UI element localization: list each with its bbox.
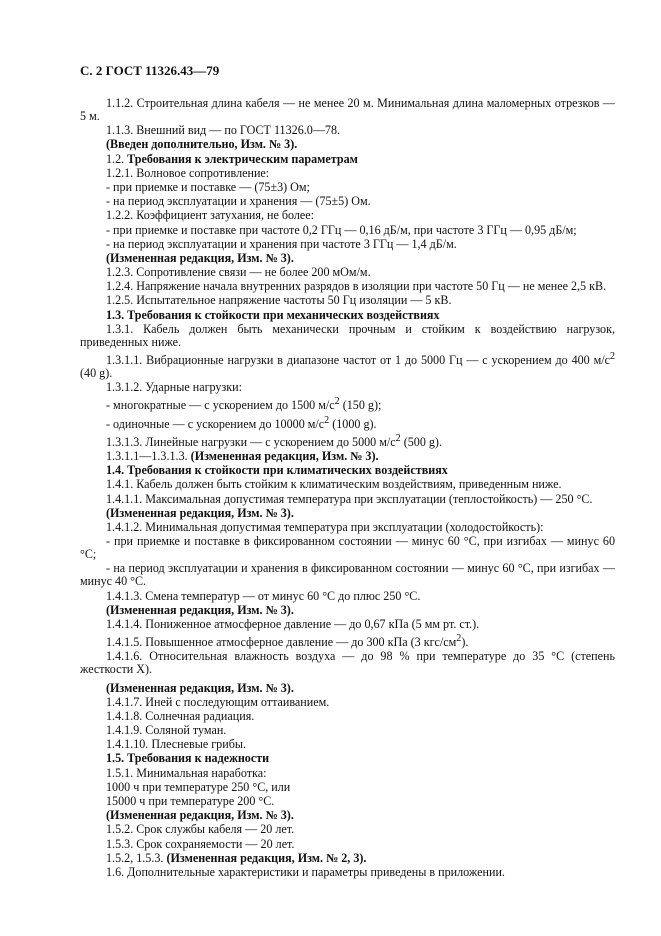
list-item-text: - многократные — с ускорением до 1500 м/с — [106, 398, 335, 413]
list-item: - при приемке и поставке — (75±3) Ом; — [106, 179, 310, 194]
paragraph-text: ). — [461, 635, 469, 650]
amendment-note: (Измененная редакция, Изм. № 3). — [106, 680, 294, 695]
page-header: С. 2 ГОСТ 11326.43—79 — [80, 63, 220, 78]
section-number: 1.2. — [106, 151, 125, 166]
paragraph: 1.4.1.7. Иней с последующим оттаиванием. — [106, 694, 330, 709]
list-item: - на период эксплуатации и хранения при частоте 3 ГГц — 1,4 дБ/м. — [106, 236, 457, 251]
list-item: - на период эксплуатации и хранения в фиксированном состоянии — минус 60 °С, при изгибах — минус 40 °С. — [80, 561, 615, 589]
list-item-text: (1000 g). — [329, 416, 377, 431]
paragraph: 1.3.1. Кабель должен быть механически прочным и стойким к воздействию нагрузок, приведенных ниже. — [80, 321, 615, 349]
paragraph: 1.5.1. Минимальная наработка: — [106, 765, 267, 780]
clause-range: 1.3.1.1—1.3.1.3. — [106, 449, 188, 464]
paragraph-text: (500 g). — [400, 434, 442, 449]
list-item: - на период эксплуатации и хранения — (75±5) Ом. — [106, 194, 371, 209]
amendment-text: (Измененная редакция, Изм. № 2, 3). — [166, 850, 367, 865]
paragraph: 1.2.1. Волновое сопротивление: — [106, 165, 270, 180]
superscript: 2 — [456, 633, 462, 645]
paragraph: 1.2.2. Коэффициент затухания, не более: — [106, 208, 315, 223]
superscript: 2 — [395, 432, 401, 444]
paragraph: 1.4.1.10. Плесневые грибы. — [106, 737, 247, 752]
list-item: - при приемке и поставке при частоте 0,2 ГГц — 0,16 дБ/м, при частоте 3 ГГц — 0,95 дБ/м; — [106, 222, 577, 237]
paragraph-text: (40 g). — [80, 366, 113, 381]
amendment-note: (Измененная редакция, Изм. № 3). — [106, 505, 294, 520]
paragraph — [80, 432, 615, 449]
section-heading — [80, 153, 615, 166]
paragraph: 1.2.4. Напряжение начала внутренних разрядов в изоляции при частоте 50 Гц — не менее 2,5 кВ. — [106, 279, 607, 294]
section-title: Требования к электрическим параметрам — [127, 151, 358, 166]
amendment-note — [80, 450, 615, 463]
amendment-note: (Введен дополнительно, Изм. № 3). — [106, 137, 298, 152]
paragraph: 1.4.1.6. Относительная влажность воздуха — до 98 % при температуре до 35 °С (степень жесткости X). — [80, 649, 615, 677]
paragraph: 1.1.2. Строительная длина кабеля — не менее 20 м. Минимальная длина маломерных отрезков — 5 м. — [80, 96, 615, 123]
list-item — [80, 414, 615, 431]
amendment-note — [80, 852, 615, 865]
paragraph: 1.4.1.8. Солнечная радиация. — [106, 708, 255, 723]
paragraph — [80, 632, 615, 649]
list-item-text: (150 g); — [339, 398, 382, 413]
paragraph: 1.4.1.9. Соляной туман. — [106, 723, 227, 738]
amendment-text: (Измененная редакция, Изм. № 3). — [190, 449, 379, 464]
paragraph: 1.6. Дополнительные характеристики и параметры приведены в приложении. — [106, 864, 505, 879]
amendment-note: (Измененная редакция, Изм. № 3). — [106, 250, 294, 265]
amendment-note: (Измененная редакция, Изм. № 3). — [106, 808, 294, 823]
amendment-note: (Измененная редакция, Изм. № 3). — [106, 602, 294, 617]
clause-range: 1.5.2, 1.5.3. — [106, 850, 164, 865]
section-heading: 1.3. Требования к стойкости при механических воздействиях — [106, 307, 440, 322]
list-item-text: - одиночные — с ускорением до 10000 м/с — [106, 416, 325, 431]
paragraph: 1.2.5. Испытательное напряжение частоты 50 Гц изоляции — 5 кВ. — [106, 293, 452, 308]
paragraph: 1.5.2. Срок службы кабеля — 20 лет. — [106, 822, 295, 837]
list-item — [80, 395, 615, 412]
document-body — [80, 97, 615, 880]
paragraph-text: 1.4.1.5. Повышенное атмосферное давление — до 300 кПа (3 кгс/см — [106, 635, 457, 650]
paragraph: 1.4.1.2. Минимальная допустимая температура при эксплуатации (холодостойкость): — [106, 520, 544, 534]
paragraph-text: 1.3.1.3. Линейные нагрузки — с ускорением до 5000 м/с — [106, 434, 396, 449]
paragraph: 1.2.3. Сопротивление связи — не более 200 мОм/м. — [106, 265, 371, 280]
section-heading: 1.4. Требования к стойкости при климатических воздействиях — [106, 463, 448, 478]
paragraph — [80, 350, 615, 380]
paragraph: 1000 ч при температуре 250 °С, или — [106, 779, 291, 794]
superscript: 2 — [334, 396, 340, 408]
paragraph: 1.4.1.4. Пониженное атмосферное давление — до 0,67 кПа (5 мм рт. ст.). — [106, 616, 480, 631]
superscript: 2 — [324, 414, 330, 426]
paragraph: 1.3.1.2. Ударные нагрузки: — [106, 380, 242, 395]
list-item: - при приемке и поставке в фиксированном состоянии — минус 60 °С, при изгибах — минус 60 °С; — [80, 534, 615, 562]
paragraph: 1.1.3. Внешний вид — по ГОСТ 11326.0—78. — [106, 123, 341, 138]
paragraph: 1.4.1.1. Максимальная допустимая температура при эксплуатации (теплостойкость) — 250 °С. — [106, 491, 593, 506]
section-heading: 1.5. Требования к надежности — [106, 751, 270, 766]
paragraph: 15000 ч при температуре 200 °С. — [106, 794, 275, 809]
paragraph: 1.5.3. Срок сохраняемости — 20 лет. — [106, 836, 295, 851]
paragraph: 1.4.1. Кабель должен быть стойким к климатическим воздействиям, приведенным ниже. — [106, 477, 562, 492]
superscript: 2 — [609, 351, 615, 362]
paragraph: 1.4.1.3. Смена температур — от минус 60 °С до плюс 250 °С. — [106, 588, 421, 603]
paragraph-text: 1.3.1.1. Вибрационные нагрузки в диапазоне частот от 1 до 5000 Гц — с ускорением до 400 м/с — [106, 353, 610, 368]
